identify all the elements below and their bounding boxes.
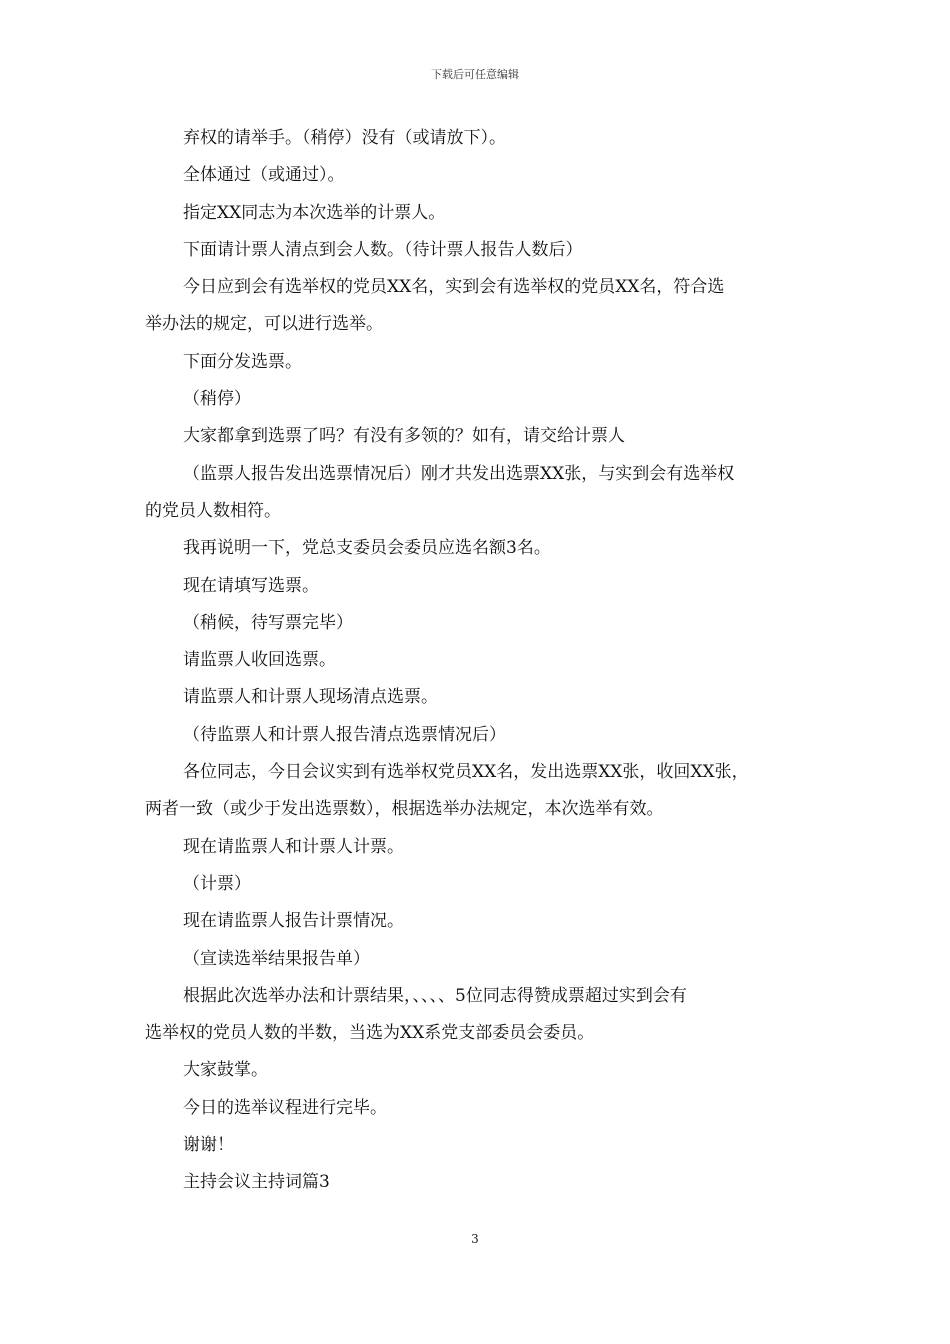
page-header: 下载后可任意编辑 — [431, 68, 519, 81]
paragraph-line: 弃权的请举手。（稍停）没有（或请放下）。 — [183, 128, 506, 148]
paragraph-line: 今日的选举议程进行完毕。 — [183, 1097, 387, 1118]
paragraph-line: 主持会议主持词篇3 — [183, 1172, 330, 1193]
paragraph-line: 的党员人数相符。 — [145, 500, 281, 521]
paragraph-line: （宣读选举结果报告单） — [183, 948, 370, 969]
document-body — [145, 120, 815, 1202]
paragraph-line: （稍候，待写票完毕） — [183, 612, 353, 633]
paragraph-line: 请监票人收回选票。 — [183, 650, 336, 671]
paragraph-line: 现在请监票人和计票人计票。 — [183, 836, 404, 857]
paragraph-line: 两者一致（或少于发出选票数），根据选举办法规定，本次选举有效。 — [145, 799, 664, 820]
paragraph-line: 大家都拿到选票了吗？有没有多领的？如有，请交给计票人 — [183, 426, 625, 447]
paragraph-line: 大家鼓掌。 — [183, 1060, 268, 1081]
page-number: 3 — [471, 1232, 479, 1246]
paragraph-line: 选举权的党员人数的半数，当选为XX系党支部委员会委员。 — [145, 1023, 595, 1044]
paragraph-line: 我再说明一下，党总支委员会委员应选名额3名。 — [183, 538, 551, 559]
paragraph-line: 根据此次选举办法和计票结果，、、、、5位同志得赞成票超过实到会有 — [183, 985, 687, 1006]
paragraph-line: （稍停） — [183, 389, 251, 410]
paragraph-line: 今日应到会有选举权的党员XX名，实到会有选举权的党员XX名，符合选 — [183, 277, 725, 298]
paragraph-line: 请监票人和计票人现场清点选票。 — [183, 687, 438, 708]
paragraph-line: 现在请填写选票。 — [183, 575, 319, 596]
paragraph-line: 下面分发选票。 — [183, 351, 302, 372]
paragraph-line: （监票人报告发出选票情况后）刚才共发出选票XX张，与实到会有选举权 — [183, 463, 735, 484]
paragraph-line: 谢谢！ — [183, 1135, 234, 1156]
paragraph-line: 指定XX同志为本次选举的计票人。 — [183, 202, 446, 223]
paragraph-line: 现在请监票人报告计票情况。 — [183, 911, 404, 932]
paragraph-line: 举办法的规定，可以进行选举。 — [145, 314, 383, 335]
paragraph-line: 下面请计票人清点到会人数。（待计票人报告人数后） — [183, 239, 583, 260]
paragraph-line: 全体通过（或通过）。 — [183, 165, 345, 186]
paragraph-line: （待监票人和计票人报告清点选票情况后） — [183, 724, 506, 745]
paragraph-line: （计票） — [183, 873, 251, 894]
paragraph-line: 各位同志，今日会议实到有选举权党员XX名，发出选票XX张，收回XX张， — [183, 762, 749, 783]
